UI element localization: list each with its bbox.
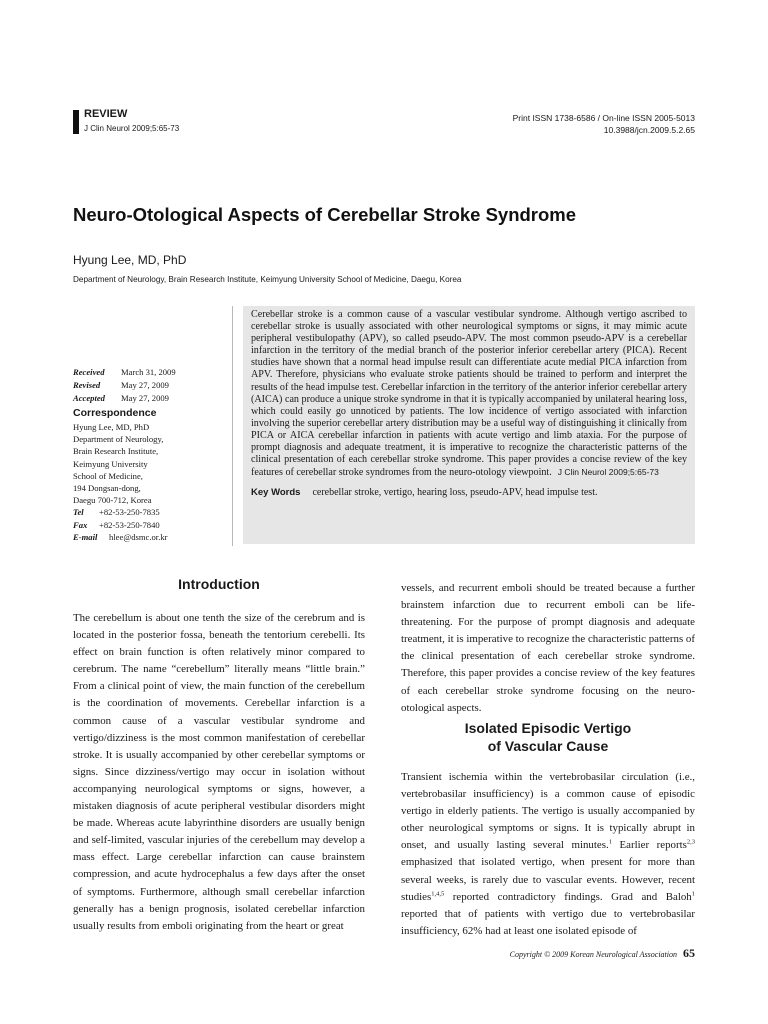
issn-block — [513, 112, 695, 136]
page-number: 65 — [683, 946, 695, 960]
abstract-divider — [232, 306, 233, 546]
corr-line: Department of Neurology, — [73, 434, 164, 445]
tel-label: Tel — [73, 507, 84, 518]
corr-line: 194 Dongsan-dong, — [73, 483, 141, 494]
page-footer — [510, 946, 695, 961]
author: Hyung Lee, MD, PhD — [73, 253, 187, 267]
abstract-box — [243, 306, 695, 544]
keywords-text: cerebellar stroke, vertigo, hearing loss, pseudo-APV, head impulse test. — [312, 487, 598, 499]
fax: +82-53-250-7840 — [99, 519, 160, 530]
corr-line: Daegu 700-712, Korea — [73, 495, 152, 506]
affiliation: Department of Neurology, Brain Research Institute, Keimyung University School of Medicine, Daegu, Korea — [73, 275, 462, 284]
correspondence-heading: Correspondence — [73, 407, 157, 419]
keywords — [251, 487, 687, 498]
isolated-vertigo-text — [401, 769, 695, 940]
revised-label: Revised — [73, 380, 101, 390]
heading-line2: of Vascular Cause — [487, 738, 609, 754]
article-title: Neuro-Otological Aspects of Cerebellar Stroke Syndrome — [73, 204, 577, 225]
review-marker-bar — [73, 110, 79, 134]
reference: 1 — [608, 838, 612, 846]
received-date: March 31, 2009 — [121, 367, 176, 377]
doi: 10.3988/jcn.2009.5.2.65 — [603, 125, 695, 135]
abstract-body: Cerebellar stroke is a common cause of a vascular vestibular syndrome. Although vertigo ascribed to cerebellar stroke is usually associated with other neurological symptoms or signs, it may mimic acute peripheral vestibulopathy (APV), so called pseudo-APV. The most common pseudo-APV is a cerebellar infarction in the territory of the medial branch of the posterior inferior cerebellar artery (PICA). Recent studies have shown that a normal head impulse result can differentiate acute medial PICA infarction from APV. Therefore, physicians who evaluate stroke patients should be trained to perform and interpret the results of the head impulse test. Cerebellar infarction in the territory of the anterior inferior cerebellar artery (AICA) can produce a unique stroke syndrome in that it is typically accompanied by unilateral hearing loss, which could easily go unnoticed by patients. The low incidence of vertigo associated with infarction involving the superior cerebellar artery distribution may be a useful way of distinguishing it clinically from PICA or AICA cerebellar infarction in patients with acute vertigo and limb ataxia. For the purpose of prompt diagnosis and adequate treatment, it is imperative to recognize the characteristic patterns of the clinical presentation of each cerebellar stroke syndrome. This paper provides a concise review of the key features of cerebellar stroke syndromes from the neuro-otology viewpoint. — [251, 309, 687, 479]
introduction-continued: vessels, and recurrent emboli should be treated because a further brainstem infarction due to recurrent emboli can be life-threatening. For the purpose of prompt diagnosis and adequate treatment, it is imperative to recognize the characteristic patterns of the clinical presentation of each cerebellar stroke syndrome. Therefore, this paper provides a concise review of the key features of each cerebellar stroke syndrome focusing on the neuro-otological aspects. — [401, 582, 695, 714]
email-label: E-mail — [73, 531, 98, 542]
received-label: Received — [73, 367, 105, 377]
article-dates — [73, 366, 176, 405]
fax-label: Fax — [73, 519, 88, 530]
introduction-text: The cerebellum is about one tenth the size of the cerebrum and is located in the posterior fossa, beneath the tentorium cerebelli. Its effect on brain function is often relatively minor compared to cerebrum. The name “cerebellum” literally means “little brain.” From a clinical point of view, the main function of the cerebellum is the coordination of movements. Cerebellar infarction is a common cause of a vascular vestibular syndrome and vertigo/dizziness is the most common manifestation of cerebellar stroke. It is usually accompanied by other cerebellar symptoms or signs. Since dizziness/vertigo may occur in isolation without accompanying neurological symptoms or signs, however, a mistaken diagnosis of acute peripheral vestibular disorders might be made. Whereas acute labyrinthine disorders are usually benign and self-limited, vascular injuries of the cerebellum may develop a mass effect. Large cerebellar infarction can cause brainstem compression, and acute hydrocephalus a few days after the onset of symptoms. Furthermore, although small cerebellar infarction generally has a benign prognosis, isolated cerebellar infarction usually results from emboli originating from the heart or great — [73, 612, 365, 932]
introduction-heading: Introduction — [178, 576, 260, 592]
corr-line: Brain Research Institute, — [73, 446, 159, 457]
email-link[interactable]: hlee@dsmc.or.kr — [109, 531, 168, 542]
reference: 1,4,5 — [431, 890, 445, 898]
reference: 2,3 — [686, 838, 696, 846]
corr-line: Hyung Lee, MD, PhD — [73, 422, 150, 432]
para-part: reported contradictory findings. Grad and Baloh — [444, 890, 692, 903]
issn: Print ISSN 1738-6586 / On-line ISSN 2005-5013 — [512, 113, 695, 123]
corr-line: Keimyung University — [73, 458, 148, 469]
keywords-label: Key Words — [251, 487, 301, 499]
abstract-text — [251, 309, 687, 479]
section-label: REVIEW — [84, 108, 128, 120]
para-part: reported that of patients with vertigo due to vertebrobasilar insufficiency, 62% had at least one isolated episode of — [401, 907, 695, 937]
para-part: Transient ischemia within the vertebrobasilar circulation (i.e., vertebrobasilar insufficiency) is a common cause of episodic vertigo in elderly patients. The vertigo is usually accompanied by other neurological symptoms or signs. It is typically abrupt in onset, and usually lasting several minutes. — [401, 771, 695, 852]
para-part: emphasized that isolated vertigo, when present for more than several weeks, is rarely due to vascular events. However, recent studies — [401, 856, 695, 903]
heading-line1: Isolated Episodic Vertigo — [464, 720, 632, 736]
para-part: Earlier reports — [611, 839, 687, 852]
tel: +82-53-250-7835 — [99, 507, 160, 518]
accepted-label: Accepted — [73, 393, 105, 403]
copyright: Copyright © 2009 Korean Neurological Association — [509, 950, 677, 959]
journal-citation: J Clin Neurol 2009;5:65-73 — [84, 124, 180, 133]
reference: 1 — [691, 890, 695, 898]
corr-line: School of Medicine, — [73, 470, 143, 481]
isolated-vertigo-heading — [401, 719, 695, 755]
revised-date: May 27, 2009 — [121, 380, 169, 390]
correspondence-block — [73, 421, 168, 543]
accepted-date: May 27, 2009 — [121, 393, 169, 403]
abstract-citation: J Clin Neurol 2009;5:65-73 — [557, 467, 659, 478]
